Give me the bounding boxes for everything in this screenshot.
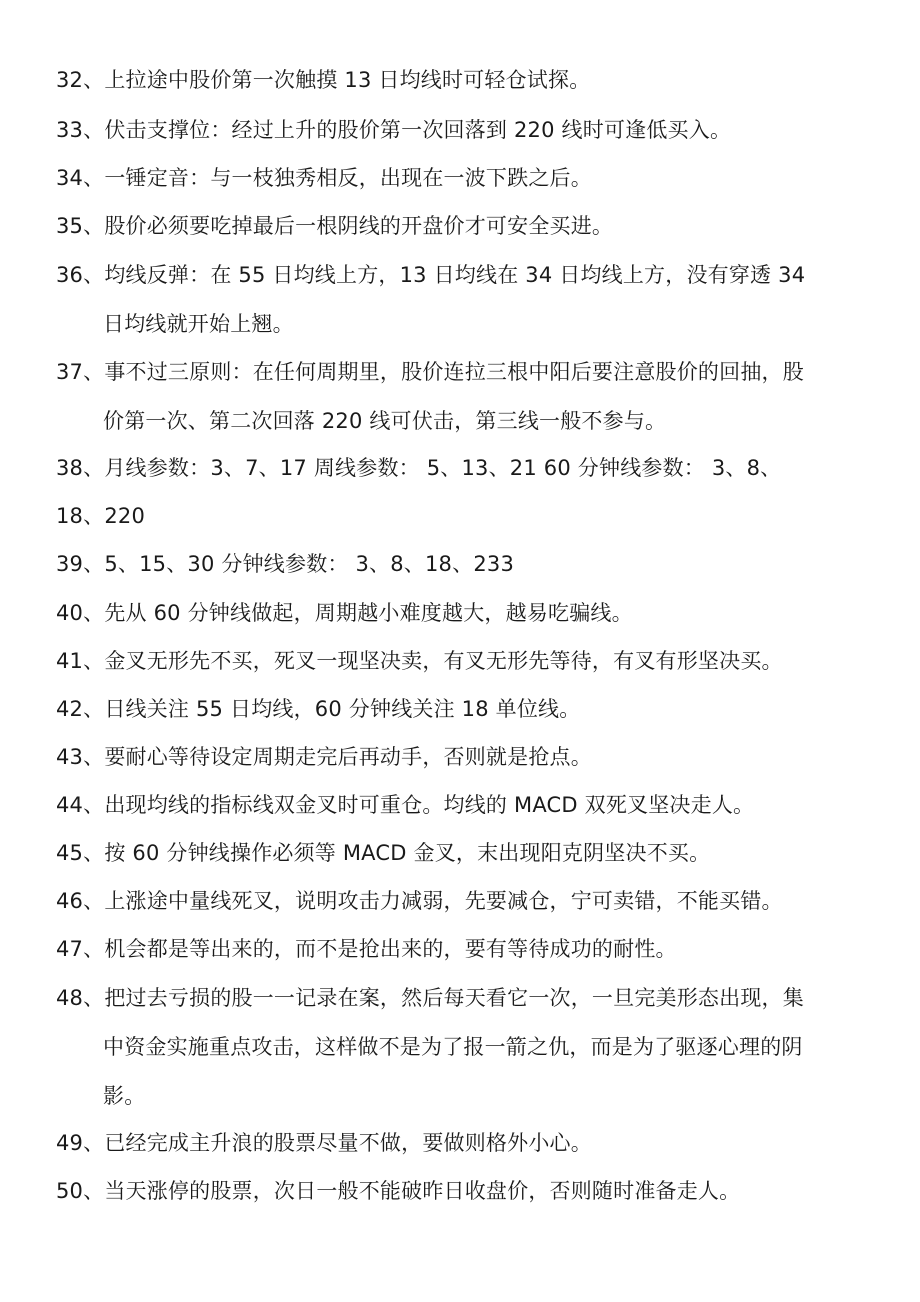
- item-50-line-1: 50、当天涨停的股票，次日一般不能破昨日收盘价，否则随时准备走人。: [56, 1179, 741, 1203]
- item-48-line-2: 中资金实施重点攻击，这样做不是为了报一箭之仇，而是为了驱逐心理的阴: [103, 1035, 803, 1059]
- item-43-line-1: 43、要耐心等待设定周期走完后再动手，否则就是抢点。: [56, 745, 592, 769]
- item-39-line-1: 39、5、15、30 分钟线参数： 3、8、18、233: [56, 552, 515, 576]
- item-49-line-1: 49、已经完成主升浪的股票尽量不做，要做则格外小心。: [56, 1131, 592, 1155]
- item-40-line-1: 40、先从 60 分钟线做起，周期越小难度越大，越易吃骗线。: [56, 601, 633, 625]
- item-32-line-1: 32、上拉途中股价第一次触摸 13 日均线时可轻仓试探。: [56, 68, 591, 92]
- item-48-line-1: 48、把过去亏损的股一一记录在案，然后每天看它一次，一旦完美形态出现，集: [56, 986, 804, 1010]
- item-38-line-2: 18、220: [56, 504, 146, 528]
- item-34-line-1: 34、一锤定音：与一枝独秀相反，出现在一波下跌之后。: [56, 166, 592, 190]
- item-41-line-1: 41、金叉无形先不买，死叉一现坚决卖，有叉无形先等待，有叉有形坚决买。: [56, 649, 783, 673]
- item-46-line-1: 46、上涨途中量线死叉，说明攻击力减弱，先要减仓，宁可卖错，不能买错。: [56, 889, 783, 913]
- item-36-line-1: 36、均线反弹：在 55 日均线上方，13 日均线在 34 日均线上方，没有穿透 34: [56, 263, 806, 287]
- item-35-line-1: 35、股价必须要吃掉最后一根阴线的开盘价才可安全买进。: [56, 214, 614, 238]
- item-42-line-1: 42、日线关注 55 日均线，60 分钟线关注 18 单位线。: [56, 697, 581, 721]
- item-37-line-1: 37、事不过三原则：在任何周期里，股价连拉三根中阳后要注意股价的回抽，股: [56, 360, 804, 384]
- item-37-line-2: 价第一次、第二次回落 220 线可伏击，第三线一般不参与。: [103, 409, 667, 433]
- item-48-line-3: 影。: [103, 1084, 146, 1108]
- item-33-line-1: 33、伏击支撑位：经过上升的股价第一次回落到 220 线时可逢低买入。: [56, 118, 732, 142]
- item-45-line-1: 45、按 60 分钟线操作必须等 MACD 金叉，末出现阳克阴坚决不买。: [56, 841, 711, 865]
- item-38-line-1: 38、月线参数：3、7、17 周线参数： 5、13、21 60 分钟线参数： 3、8、: [56, 456, 782, 480]
- item-47-line-1: 47、机会都是等出来的，而不是抢出来的，要有等待成功的耐性。: [56, 937, 677, 961]
- item-36-line-2: 日均线就开始上翘。: [103, 312, 294, 336]
- item-44-line-1: 44、出现均线的指标线双金叉时可重仓。均线的 MACD 双死叉坚决走人。: [56, 793, 755, 817]
